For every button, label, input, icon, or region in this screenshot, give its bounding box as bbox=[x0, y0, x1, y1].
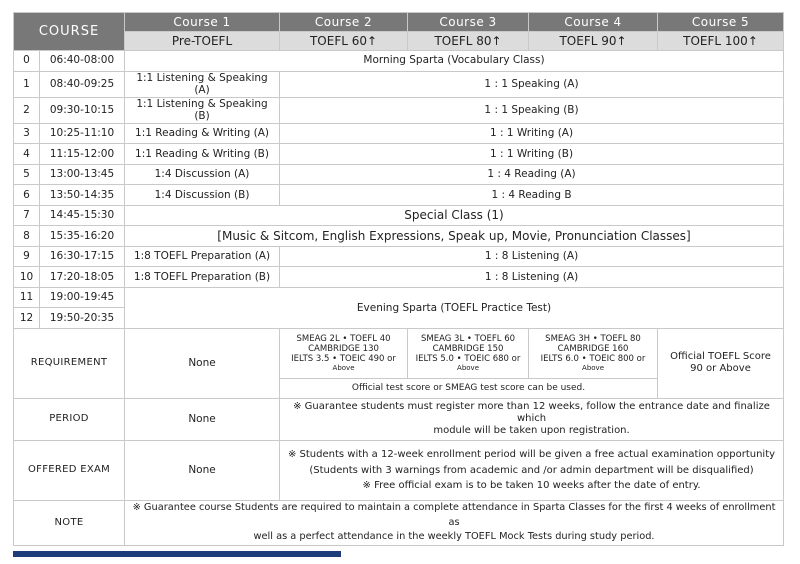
period-number: 7 bbox=[14, 205, 40, 226]
class-course-1: 1:1 Reading & Writing (A) bbox=[125, 123, 280, 144]
note-line: well as a perfect attendance in the weekly TOEFL Mock Tests during study period. bbox=[253, 531, 655, 543]
requirement-line: CAMBRIDGE 130 bbox=[308, 344, 379, 355]
schedule-row bbox=[14, 97, 784, 123]
requirement-course-3 bbox=[408, 328, 529, 378]
requirement-line: CAMBRIDGE 160 bbox=[557, 344, 629, 355]
requirement-course-2 bbox=[280, 328, 408, 378]
course-1-name: Course 1 bbox=[125, 13, 280, 32]
note-row bbox=[14, 500, 784, 545]
requirement-line: SMEAG 3H • TOEFL 80 bbox=[545, 333, 641, 344]
class-course-1: 1:8 TOEFL Preparation (B) bbox=[125, 267, 280, 288]
time-slot: 19:50-20:35 bbox=[40, 308, 125, 329]
period-number: 9 bbox=[14, 246, 40, 267]
class-courses-2-5: 1 : 1 Speaking (A) bbox=[280, 71, 784, 97]
offered-exam-text bbox=[280, 440, 784, 500]
period-course-1: None bbox=[125, 398, 280, 440]
time-slot: 14:45-15:30 bbox=[40, 205, 125, 226]
time-slot: 17:20-18:05 bbox=[40, 267, 125, 288]
course-3-name: Course 3 bbox=[408, 13, 529, 32]
class-courses-2-5: 1 : 1 Writing (A) bbox=[280, 123, 784, 144]
class-courses-2-5: 1 : 4 Reading B bbox=[280, 185, 784, 206]
schedule-row bbox=[14, 185, 784, 206]
class-all-courses: Morning Sparta (Vocabulary Class) bbox=[125, 51, 784, 72]
requirement-label: REQUIREMENT bbox=[14, 328, 125, 398]
requirement-line: 90 or Above bbox=[690, 363, 751, 375]
class-course-1: 1:4 Discussion (A) bbox=[125, 164, 280, 185]
class-courses-2-5: 1 : 8 Listening (A) bbox=[280, 246, 784, 267]
course-2-target: TOEFL 60↑ bbox=[280, 32, 408, 51]
time-slot: 09:30-10:15 bbox=[40, 97, 125, 123]
course-5-name: Course 5 bbox=[658, 13, 784, 32]
course-1-target: Pre-TOEFL bbox=[125, 32, 280, 51]
offered-exam-row bbox=[14, 440, 784, 500]
schedule-row bbox=[14, 144, 784, 165]
requirement-line: Official TOEFL Score bbox=[670, 351, 771, 363]
requirement-course-4 bbox=[529, 328, 658, 378]
period-number: 3 bbox=[14, 123, 40, 144]
class-courses-2-5: 1 : 1 Speaking (B) bbox=[280, 97, 784, 123]
requirement-course-5 bbox=[658, 328, 784, 398]
schedule-row bbox=[14, 287, 784, 308]
schedule-row bbox=[14, 123, 784, 144]
course-schedule-table bbox=[13, 12, 784, 546]
requirement-line: Above bbox=[332, 364, 355, 373]
period-number: 12 bbox=[14, 308, 40, 329]
schedule-row bbox=[14, 267, 784, 288]
schedule-row bbox=[14, 51, 784, 72]
class-courses-2-5: 1 : 4 Reading (A) bbox=[280, 164, 784, 185]
requirement-row bbox=[14, 328, 784, 378]
class-course-1: 1:4 Discussion (B) bbox=[125, 185, 280, 206]
schedule-row bbox=[14, 226, 784, 247]
period-number: 10 bbox=[14, 267, 40, 288]
period-line: ※ Guarantee students must register more than 12 weeks, follow the entrance date and finalize which bbox=[293, 401, 770, 425]
course-4-name: Course 4 bbox=[529, 13, 658, 32]
course-2-name: Course 2 bbox=[280, 13, 408, 32]
course-3-target: TOEFL 80↑ bbox=[408, 32, 529, 51]
period-row bbox=[14, 398, 784, 440]
special-class-list: [Music & Sitcom, English Expressions, Speak up, Movie, Pronunciation Classes] bbox=[125, 226, 784, 247]
offered-exam-label: OFFERED EXAM bbox=[14, 440, 125, 500]
requirement-line: IELTS 6.0 • TOEIC 800 or bbox=[540, 354, 646, 365]
time-slot: 13:50-14:35 bbox=[40, 185, 125, 206]
requirement-line: CAMBRIDGE 150 bbox=[432, 344, 504, 355]
period-number: 5 bbox=[14, 164, 40, 185]
note-line: ※ Guarantee course Students are required to maintain a complete attendance in Sparta Classes for the first 4 weeks of enrollment as bbox=[132, 501, 776, 528]
class-courses-2-5: 1 : 8 Listening (A) bbox=[280, 267, 784, 288]
schedule-row bbox=[14, 164, 784, 185]
requirement-line: Above bbox=[457, 364, 479, 373]
time-slot: 19:00-19:45 bbox=[40, 287, 125, 308]
schedule-row bbox=[14, 246, 784, 267]
requirement-course-1: None bbox=[125, 328, 280, 398]
period-number: 0 bbox=[14, 51, 40, 72]
note-text bbox=[125, 500, 784, 545]
requirement-line: IELTS 5.0 • TOEIC 680 or bbox=[415, 354, 521, 365]
class-courses-2-5: 1 : 1 Writing (B) bbox=[280, 144, 784, 165]
period-text bbox=[280, 398, 784, 440]
time-slot: 10:25-11:10 bbox=[40, 123, 125, 144]
course-header: COURSE bbox=[14, 13, 125, 51]
period-number: 11 bbox=[14, 287, 40, 308]
period-label: PERIOD bbox=[14, 398, 125, 440]
period-number: 4 bbox=[14, 144, 40, 165]
course-5-target: TOEFL 100↑ bbox=[658, 32, 784, 51]
time-slot: 15:35-16:20 bbox=[40, 226, 125, 247]
requirement-line: SMEAG 2L • TOEFL 40 bbox=[296, 333, 391, 344]
header-row-targets bbox=[14, 32, 784, 51]
period-number: 6 bbox=[14, 185, 40, 206]
schedule-row bbox=[14, 71, 784, 97]
requirement-line: SMEAG 3L • TOEFL 60 bbox=[421, 333, 516, 344]
time-slot: 11:15-12:00 bbox=[40, 144, 125, 165]
note-label: NOTE bbox=[14, 500, 125, 545]
period-number: 2 bbox=[14, 97, 40, 123]
time-slot: 06:40-08:00 bbox=[40, 51, 125, 72]
class-course-1: 1:1 Reading & Writing (B) bbox=[125, 144, 280, 165]
period-line: module will be taken upon registration. bbox=[433, 425, 630, 437]
time-slot: 08:40-09:25 bbox=[40, 71, 125, 97]
class-course-1: 1:1 Listening & Speaking (B) bbox=[125, 97, 280, 123]
offered-exam-course-1: None bbox=[125, 440, 280, 500]
exam-line: (Students with 3 warnings from academic and /or admin department will be disqualified) bbox=[309, 464, 754, 476]
requirement-line: IELTS 3.5 • TOEIC 490 or bbox=[291, 354, 396, 365]
special-class-title: Special Class (1) bbox=[125, 205, 784, 226]
class-course-1: 1:1 Listening & Speaking (A) bbox=[125, 71, 280, 97]
class-course-1: 1:8 TOEFL Preparation (A) bbox=[125, 246, 280, 267]
exam-line: ※ Free official exam is to be taken 10 weeks after the date of entry. bbox=[362, 480, 701, 492]
evening-sparta: Evening Sparta (TOEFL Practice Test) bbox=[125, 287, 784, 328]
header-row-courses bbox=[14, 13, 784, 32]
course-4-target: TOEFL 90↑ bbox=[529, 32, 658, 51]
requirement-line: Above bbox=[582, 364, 604, 373]
time-slot: 16:30-17:15 bbox=[40, 246, 125, 267]
bottom-accent-bar bbox=[13, 551, 341, 557]
period-number: 1 bbox=[14, 71, 40, 97]
schedule-row bbox=[14, 205, 784, 226]
requirement-note: Official test score or SMEAG test score can be used. bbox=[280, 378, 658, 398]
period-number: 8 bbox=[14, 226, 40, 247]
exam-line: ※ Students with a 12-week enrollment period will be given a free actual examination opportunity bbox=[287, 449, 776, 461]
time-slot: 13:00-13:45 bbox=[40, 164, 125, 185]
